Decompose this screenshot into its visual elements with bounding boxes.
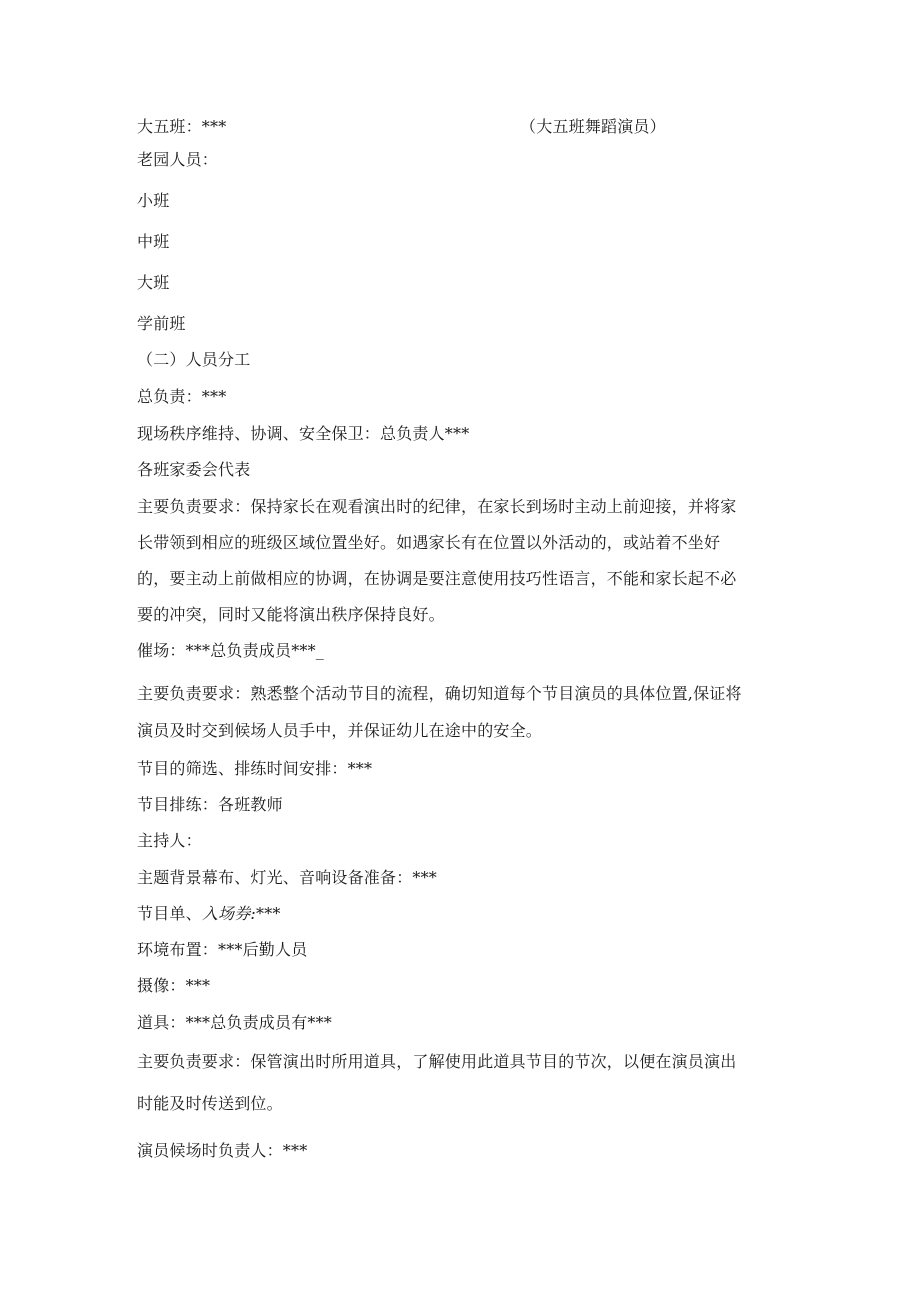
line-order-security: 现场秩序维持、协调、安全保卫：总负责人*** xyxy=(137,424,470,443)
paragraph-stage-call-line-2: 演员及时交到候场人员手中，并保证幼儿在途中的安全。 xyxy=(137,721,543,740)
line-parent-committee: 各班家委会代表 xyxy=(137,460,251,479)
line-backstage-lead: 演员候场时负责人：*** xyxy=(137,1141,308,1160)
line-preschool-class: 学前班 xyxy=(137,314,186,333)
line-props: 道具：***总负责成员有*** xyxy=(137,1013,333,1032)
paragraph-stage-call-line-1: 主要负责要求：熟悉整个活动节目的流程，确切知道每个节目演员的具体位置,保证将 xyxy=(137,684,742,703)
paragraph-props-line-1: 主要负责要求：保管演出时所用道具，了解使用此道具节目的节次，以便在演员演出 xyxy=(137,1052,737,1071)
line-environment: 环境布置：***后勤人员 xyxy=(137,940,308,959)
paragraph-order-line-1: 主要负责要求：保持家长在观看演出时的纪律，在家长到场时主动上前迎接，并将家 xyxy=(137,497,737,516)
line-host: 主持人： xyxy=(137,831,202,850)
paragraph-order-line-2: 长带领到相应的班级区域位置坐好。如遇家长有在位置以外活动的，或站着不坐好 xyxy=(137,533,721,552)
paragraph-props-line-2: 时能及时传送到位。 xyxy=(137,1094,283,1113)
line-stage-call: 催场：***总负责成员***_ xyxy=(137,641,325,660)
program-list-label: 节目单、 xyxy=(137,904,202,923)
class-da5-note: （大五班舞蹈演员） xyxy=(520,117,666,136)
line-camera: 摄像：*** xyxy=(137,976,211,995)
line-program-selection: 节目的筛选、排练时间安排：*** xyxy=(137,759,373,778)
line-class-da5 xyxy=(137,117,666,137)
line-old-staff: 老园人员： xyxy=(137,150,219,169)
paragraph-order-line-4: 要的冲突，同时又能将演出秩序保持良好。 xyxy=(137,605,445,624)
paragraph-order-line-3: 的，要主动上前做相应的协调，在协调是要注意使用技巧性语言，不能和家长起不必 xyxy=(137,569,737,588)
line-middle-class: 中班 xyxy=(137,232,170,251)
line-general-lead: 总负责：*** xyxy=(137,387,227,406)
line-small-class: 小班 xyxy=(137,191,170,210)
class-da5-label: 大五班：*** xyxy=(137,117,227,136)
section-heading-staff-division: （二）人员分工 xyxy=(137,350,251,369)
line-big-class: 大班 xyxy=(137,273,170,292)
line-program-ticket xyxy=(137,904,281,924)
line-stage-equipment: 主题背景幕布、灯光、音响设备准备：*** xyxy=(137,868,438,887)
line-program-rehearsal: 节目排练：各班教师 xyxy=(137,795,283,814)
ticket-label: 入场券:*** xyxy=(201,904,281,923)
